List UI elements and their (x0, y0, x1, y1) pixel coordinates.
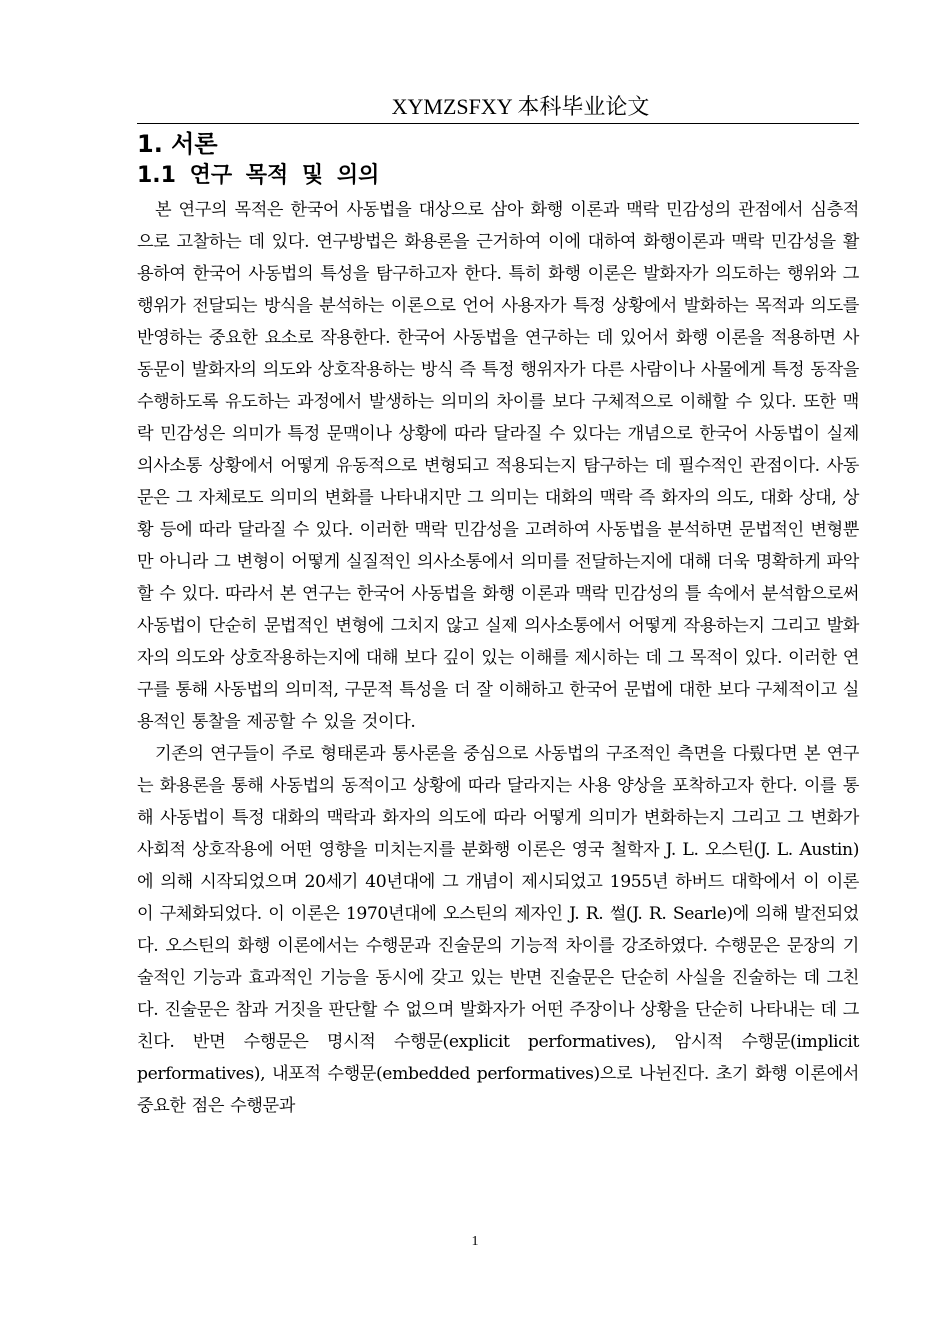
header-title: XYMZSFXY 本科毕业论文 (391, 94, 650, 119)
section-heading: 1. 서론 (137, 130, 218, 158)
page-header (137, 93, 859, 124)
body-paragraph: 본 연구의 목적은 한국어 사동법을 대상으로 삼아 화행 이론과 맥락 민감성의 관점에서 심층적으로 고찰하는 데 있다. 연구방법은 화용론을 근거하여 이에 대하여 화행이론과 맥락 민감성을 활용하여 한국어 사동법의 특성을 탐구하고자 한다. 특히 화행 이론은 발화자가 의도하는 행위와 그 행위가 전달되는 방식을 분석하는 이론으로 언어 사용자가 특정 상황에서 발화하는 목적과 의도를 반영하는 중요한 요소로 작용한다. 한국어 사동법을 연구하는 데 있어서 화행 이론을 적용하면 사동문이 발화자의 의도와 상호작용하는 방식 즉 특정 행위자가 다른 사람이나 사물에게 특정 동작을 수행하도록 유도하는 과정에서 발생하는 의미의 차이를 보다 구체적으로 이해할 수 있다. 또한 맥락 민감성은 의미가 특정 문맥이나 상황에 따라 달라질 수 있다는 개념으로 한국어 사동법이 실제 의사소통 상황에서 어떻게 유동적으로 변형되고 적용되는지 탐구하는 데 필수적인 관점이다. 사동문은 그 자체로도 의미의 변화를 나타내지만 그 의미는 대화의 맥락 즉 화자의 의도, 대화 상대, 상황 등에 따라 달라질 수 있다. 이러한 맥락 민감성을 고려하여 사동법을 분석하면 문법적인 변형뿐만 아니라 그 변형이 어떻게 실질적인 의사소통에서 의미를 전달하는지에 대해 더욱 명확하게 파악할 수 있다. 따라서 본 연구는 한국어 사동법을 화행 이론과 맥락 민감성의 틀 속에서 분석함으로써 사동법이 단순히 문법적인 변형에 그치지 않고 실제 의사소통에서 어떻게 작용하는지 그리고 발화자의 의도와 상호작용하는지에 대해 보다 깊이 있는 이해를 제시하는 데 그 목적이 있다. 이러한 연구를 통해 사동법의 의미적, 구문적 특성을 더 잘 이해하고 한국어 문법에 대한 보다 구체적이고 실용적인 통찰을 제공할 수 있을 것이다. (137, 200, 859, 732)
page-number: 1 (471, 1234, 479, 1249)
subsection-heading: 1.1 연구 목적 및 의의 (137, 163, 380, 188)
document-body (137, 128, 859, 1122)
body-paragraph: 기존의 연구들이 주로 형태론과 통사론을 중심으로 사동법의 구조적인 측면을 다뤘다면 본 연구는 화용론을 통해 사동법의 동적이고 상황에 따라 달라지는 사용 양상을 포착하고자 한다. 이를 통해 사동법이 특정 대화의 맥락과 화자의 의도에 따라 어떻게 의미가 변화하는지 그리고 그 변화가 사회적 상호작용에 어떤 영향을 미치는지를 분화행 이론은 영국 철학자 J. L. 오스틴(J. L. Austin)에 의해 시작되었으며 20세기 40년대에 그 개념이 제시되었고 1955년 하버드 대학에서 이 이론이 구체화되었다. 이 이론은 1970년대에 오스틴의 제자인 J. R. 썰(J. R. Searle)에 의해 발전되었다. 오스틴의 화행 이론에서는 수행문과 진술문의 기능적 차이를 강조하였다. 수행문은 문장의 기술적인 기능과 효과적인 기능을 동시에 갖고 있는 반면 진술문은 단순히 사실을 진술하는 데 그친다. 진술문은 참과 거짓을 판단할 수 없으며 발화자가 어떤 주장이나 상황을 단순히 나타내는 데 그친다. 반면 수행문은 명시적 수행문(explicit performatives), 암시적 수행문(implicit performatives), 내포적 수행문(embedded performatives)으로 나뉜진다. 초기 화행 이론에서 중요한 점은 수행문과 (137, 744, 859, 1116)
